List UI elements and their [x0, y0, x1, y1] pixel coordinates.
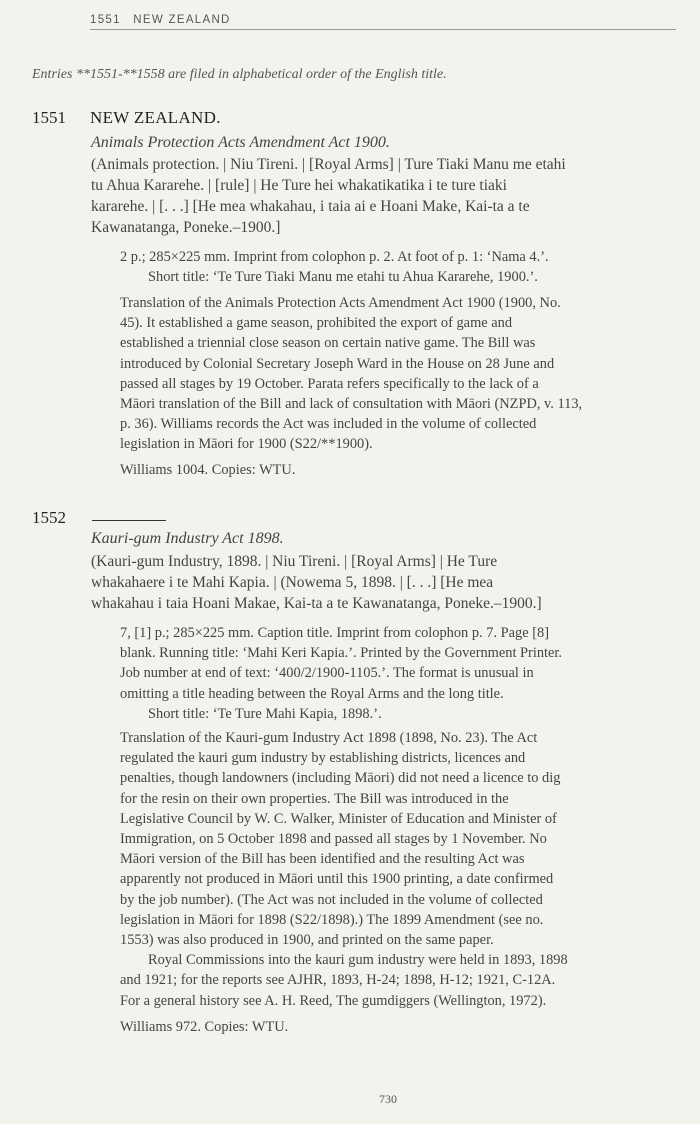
note-line: Translation of the Animals Protection Acts Amendment Act 1900 (1900, No. — [120, 295, 561, 311]
note-line: Royal Commissions into the kauri gum industry were held in 1893, 1898 — [148, 952, 568, 969]
note-line: legislation in Māori for 1898 (S22/1898).) The 1899 Amendment (see no. — [120, 911, 544, 928]
note-line: 45). It established a game season, prohibited the export of game and — [120, 315, 513, 332]
note-line: For a general history see A. H. Reed, The gumdiggers (Wellington, 1972). — [120, 992, 547, 1009]
entry-note — [120, 293, 676, 455]
running-header — [90, 14, 676, 30]
description-line: 2 p.; 285×225 mm. Imprint from colophon p. 2. At foot of p. 1: ‘Nama 4.’. — [120, 249, 549, 265]
physical-description — [120, 247, 676, 287]
short-title-line: Short title: ‘Te Ture Mahi Kapia, 1898.’. — [148, 705, 382, 722]
transcription — [91, 551, 677, 614]
note-line: p. 36). Williams records the Act was included in the volume of collected — [120, 416, 537, 433]
transcription-line: whakahau i taia Hoani Makae, Kai-ta a te Kawanatanga, Poneke.–1900.] — [91, 595, 542, 612]
filing-note: Entries **1551-**1558 are filed in alphabetical order of the English title. — [32, 67, 447, 82]
note-line: regulated the kauri gum industry by establishing districts, licences and — [120, 750, 526, 767]
note-line: 1553) was also produced in 1900, and printed on the same paper. — [120, 932, 494, 949]
header-number: 1551 — [90, 14, 121, 26]
copies-line: Williams 1004. Copies: WTU. — [120, 462, 296, 478]
note-line: Immigration, on 5 October 1898 and passed all stages by 1 November. No — [120, 831, 547, 848]
note-line: legislation in Māori for 1900 (S22/**1900). — [120, 436, 373, 453]
note-line: Legislative Council by W. C. Walker, Minister of Education and Minister of — [120, 810, 557, 827]
entry-number: 1551 — [32, 108, 66, 127]
transcription-line: tu Ahua Kararehe. | [rule] | He Ture hei whakatikatika i te ture tiaki — [91, 177, 507, 194]
description-line: omitting a title heading between the Royal Arms and the long title. — [120, 685, 504, 702]
note-line: passed all stages by 19 October. Parata refers specifically to the lack of a — [120, 375, 539, 392]
header-title: NEW ZEALAND — [133, 14, 231, 26]
entry-note — [120, 728, 676, 1011]
description-line: Job number at end of text: ‘400/2/1900-1105.’. The format is unusual in — [120, 665, 534, 682]
transcription-line: (Animals protection. | Niu Tireni. | [Royal Arms] | Ture Tiaki Manu me etahi — [91, 156, 566, 173]
transcription-line: whakahaere i te Mahi Kapia. | (Nowema 5, 1898. | [. . .] [He mea — [91, 574, 494, 591]
entry-title: Animals Protection Acts Amendment Act 1900. — [91, 134, 390, 151]
note-line: Māori translation of the Bill and lack of consultation with Māori (NZPD, v. 113, — [120, 396, 583, 413]
copies-line: Williams 972. Copies: WTU. — [120, 1019, 289, 1035]
note-line: and 1921; for the reports see AJHR, 1893, H-24; 1898, H-12; 1921, C-12A. — [120, 972, 556, 989]
transcription-line: Kawanatanga, Poneke.–1900.] — [91, 219, 281, 236]
description-line: blank. Running title: ‘Mahi Keri Kapia.’. Printed by the Government Printer. — [120, 645, 563, 662]
ditto-rule — [92, 520, 166, 521]
note-line: penalties, though landowners (including Māori) did not need a licence to dig — [120, 770, 561, 787]
note-line: by the job number). (The Act was not included in the volume of collected — [120, 891, 543, 908]
description-line: 7, [1] p.; 285×225 mm. Caption title. Imprint from colophon p. 7. Page [8] — [120, 625, 549, 641]
page-number: 730 — [379, 1092, 397, 1106]
entry-heading: NEW ZEALAND. — [90, 108, 221, 127]
note-line: introduced by Colonial Secretary Joseph Ward in the House on 28 June and — [120, 355, 555, 372]
short-title-line: Short title: ‘Te Ture Tiaki Manu me etahi tu Ahua Kararehe, 1900.’. — [148, 269, 538, 286]
note-line: apparently not produced in Māori until this 1900 printing, a date confirmed — [120, 871, 554, 888]
note-line: for the resin on their own properties. The Bill was introduced in the — [120, 790, 509, 807]
transcription — [91, 154, 677, 238]
entry-title: Kauri-gum Industry Act 1898. — [91, 530, 284, 547]
transcription-line: (Kauri-gum Industry, 1898. | Niu Tireni. | [Royal Arms] | He Ture — [91, 553, 498, 570]
note-line: Translation of the Kauri-gum Industry Act 1898 (1898, No. 23). The Act — [120, 730, 538, 746]
transcription-line: kararehe. | [. . .] [He mea whakahau, i taia ai e Hoani Make, Kai-ta a te — [91, 198, 530, 215]
physical-description — [120, 623, 676, 724]
entry-number: 1552 — [32, 508, 66, 527]
note-line: established a triennial close season on certain native game. The Bill was — [120, 335, 536, 352]
note-line: Māori version of the Bill has been identified and the resulting Act was — [120, 851, 525, 868]
